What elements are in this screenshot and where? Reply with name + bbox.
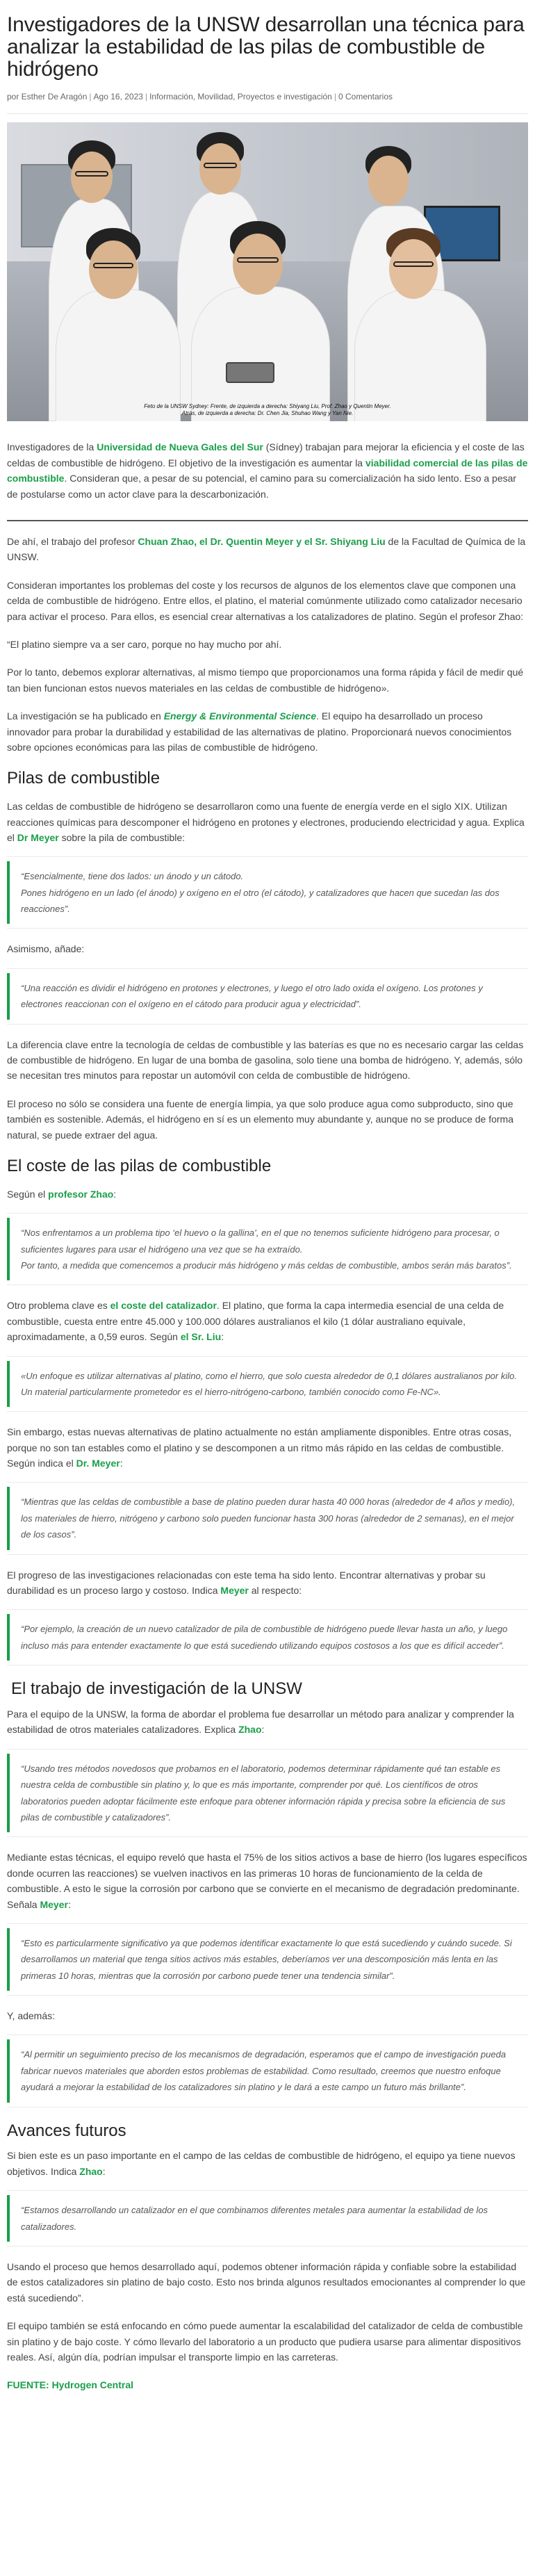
viabilidad-link[interactable]: viabilidad comercial de las pilas de combustible [7, 457, 528, 484]
zhao-link[interactable]: Zhao [238, 1724, 262, 1736]
meyer-link[interactable]: Dr Meyer [17, 831, 59, 843]
paragraph: La diferencia clave entre la tecnología de celdas de combustible y las baterías es que no es necesario cargar las celdas de combustible de hidrógeno. En lugar de una bomba de gasolina, solo tiene una bomba de hidrógeno. Y, además, sólo se necesitan tres minutos para repostar un automóvil con celda de combustible de hidrógeno. [7, 1038, 524, 1082]
post-date: Ago 16, 2023 [93, 92, 143, 102]
paragraph: Según el profesor Zhao: [7, 1188, 117, 1200]
meyer-link[interactable]: Dr. Meyer [76, 1458, 120, 1469]
source-line: FUENTE: Hydrogen Central [7, 2379, 134, 2391]
zhao-link[interactable]: profesor Zhao [48, 1188, 114, 1200]
section-heading-trabajo: El trabajo de investigación de la UNSW [11, 1679, 302, 1699]
paragraph: Usando el proceso que hemos desarrollado aquí, podemos obtener información rápida y confiable sobre la estabilidad de estos catalizadores sin platino de bajo costo. Esto nos brinda algunos resultados emocionantes al comprender lo que está sucediendo”. [7, 2261, 526, 2304]
meyer-link[interactable]: Meyer [220, 1585, 249, 1597]
quote-block: “Estamos desarrollando un catalizador en el que combinamos diferentes metales para aumentar la estabilidad de los catalizadores. [7, 2195, 528, 2242]
paragraph: Por lo tanto, debemos explorar alternativas, al mismo tiempo que proporcionamos una forma rápida y fácil de medir qué tan bien funcionan estos nuevos materiales en las celdas de combustible de hidrógeno». [7, 667, 524, 694]
researchers-link[interactable]: Chuan Zhao, el Dr. Quentin Meyer y el Sr. Shiyang Liu [138, 536, 386, 548]
author-link[interactable]: por Esther De Aragón [7, 92, 88, 102]
quote-block: “Esto es particularmente significativo ya que podemos identificar exactamente lo que está sucediendo y cuándo sucede. Si desarrollamos un material que tenga sitios activos más estables, deberíamos ver una descomposición más lenta en las primeras 10 horas, mientras que la corrosión por carbono puede tener una tendencia similar”. [7, 1928, 528, 1991]
paragraph: La investigación se ha publicado en Energy & Environmental Science. El equipo ha desarrollado un proceso innovador para probar la durabilidad y estabilidad de las alternativas de platino. Proporcionará nuevos conocimientos sobre opciones económicas para las pilas de combustible de hidrógeno. [7, 710, 512, 753]
zhao-link[interactable]: Zhao [79, 2165, 103, 2177]
comments-link[interactable]: 0 Comentarios [338, 92, 393, 102]
section-heading-coste: El coste de las pilas de combustible [7, 1156, 272, 1175]
journal-link[interactable]: Energy & Environmental Science [163, 710, 317, 722]
quote-block: «Un enfoque es utilizar alternativas al platino, como el hierro, que solo cuesta alrededor de 0,1 dólares australianos por kilo. Un material particularmente prometedor es el hierro-nitrógeno-carbono, también conocido como Fe-NC». [7, 1361, 528, 1408]
quote-block: “Nos enfrentamos a un problema tipo ‘el huevo o la gallina’, en el que no tenemos suficiente hidrógeno para procesar, o suficientes lugares para usar el hidrógeno una vez que se ha extraído. Por tanto, a medida que comencemos a producir más hidrógeno y más celdas de combustible, ambos serán más baratos”. [7, 1218, 528, 1280]
quote-block: “Por ejemplo, la creación de un nuevo catalizador de pila de combustible de hidrógeno puede llevar hasta un año, y luego incluso más para entender exactamente lo que está sucediendo utilizando equipos costosos a los que es difícil acceder”. [7, 1614, 528, 1661]
paragraph: Para el equipo de la UNSW, la forma de abordar el problema fue desarrollar un método para analizar y comprender la estabilidad de otros materiales catalizadores. Explica Zhao: [7, 1709, 514, 1736]
paragraph: De ahí, el trabajo del profesor Chuan Zhao, el Dr. Quentin Meyer y el Sr. Shiyang Liu de la Facultad de Química de la UNSW. [7, 536, 526, 563]
paragraph: Otro problema clave es el coste del catalizador. El platino, que forma la capa intermedia esencial de una celda de combustible, cuesta entre entre 45.000 y 100.000 dólares australianos el kilo (1 dólar australiano equivale, aproximadamente, a 0,59 euros. Según el Sr. Liu: [7, 1300, 504, 1343]
hero-photo [7, 122, 528, 421]
catalizador-link[interactable]: el coste del catalizador [110, 1300, 217, 1312]
quote-block: “Usando tres métodos novedosos que probamos en el laboratorio, podemos determinar rápidamente qué tan estable es nuestra celda de combustible sin platino y, lo que es más importante, comprender por qué. Los científicos de otros laboratorios pueden adoptar fácilmente este enfoque para obtener información rápida y precisa sobre la eficiencia de sus pilas de combustible y catalizadores”. [7, 1754, 528, 1833]
quote-block: “Esencialmente, tiene dos lados: un ánodo y un cátodo. Pones hidrógeno en un lado (el ánodo) y oxígeno en el otro (el cátodo), y catalizadores que hacen que sucedan las dos reacciones”. [7, 861, 528, 924]
section-heading-avances: Avances futuros [7, 2121, 126, 2140]
fuel-cell-sample [226, 362, 274, 383]
paragraph: Asimismo, añade: [7, 943, 85, 955]
unsw-link[interactable]: Universidad de Nueva Gales del Sur [97, 441, 263, 453]
liu-link[interactable]: el Sr. Liu [180, 1331, 222, 1343]
article-title: Investigadores de la UNSW desarrollan una técnica para analizar la estabilidad de las pilas de combustible de hidrógeno [7, 13, 525, 81]
source-link[interactable]: Hydrogen Central [51, 2379, 134, 2391]
intro-paragraph: Investigadores de la Universidad de Nueva Gales del Sur (Sídney) trabajan para mejorar la eficiencia y el coste de las celdas de combustible de hidrógeno. El objetivo de la investigación es aumentar la viabilidad comercial de las pilas de combustible. Consideran que, a pesar de su potencial, el camino para su comercialización ha sido lento. Eso a pesar de postularse como un actor clave para la descarbonización. [7, 441, 528, 500]
paragraph: Y, además: [7, 2010, 56, 2022]
article-meta: por Esther De Aragón | Ago 16, 2023 | Información, Movilidad, Proyectos e investigación | 0 Comentarios [7, 90, 528, 114]
paragraph: Mediante estas técnicas, el equipo reveló que hasta el 75% de los sitios activos a base de hierro (los lugares específicos donde ocurren las reacciones) se vuelven inactivos en las primeras 10 horas de funcionamiento de la celda de combustible. A esto le sigue la corrosión por carbono que se convierte en el mecanismo de degradación predominante. Señala Meyer: [7, 1852, 527, 1910]
quote-block: “Una reacción es dividir el hidrógeno en protones y electrones, y luego el otro lado oxida el oxígeno. Los protones y electrones reaccionan con el oxígeno en el cátodo para producir agua y electricidad”. [7, 973, 528, 1020]
meyer-link[interactable]: Meyer [40, 1898, 68, 1910]
paragraph: Consideran importantes los problemas del coste y los recursos de algunos de los elementos clave que componen una celda de combustible de hidrógeno. Entre ellos, el platino, el material comúnmente utilizado como catalizador necesario para activar el proceso. Para ellos, es esencial crear alternativas a los catalizadores de platino. Según el profesor Zhao: [7, 579, 524, 622]
paragraph: “El platino siempre va a ser caro, porque no hay mucho por ahí. [7, 638, 282, 650]
paragraph: El equipo también se está enfocando en cómo puede aumentar la escalabilidad del catalizador de celda de combustible sin platino y de bajo coste. Y cómo llevarlo del laboratorio a un producto que pudiera usarse para alimentar dispositivos reales. Así, algún día, podrían impulsar el transporte limpio en las carreteras. [7, 2320, 523, 2363]
paragraph: Si bien este es un paso importante en el campo de las celdas de combustible de hidrógeno, el equipo ya tiene nuevos objetivos. Indica Zhao: [7, 2150, 516, 2177]
category-links[interactable]: Información, Movilidad, Proyectos e investigación [149, 92, 332, 102]
paragraph: El progreso de las investigaciones relacionadas con este tema ha sido lento. Encontrar alternativas y probar su durabilidad es un proceso largo y costoso. Indica Meyer al respecto: [7, 1569, 486, 1597]
section-heading-pilas: Pilas de combustible [7, 769, 160, 788]
quote-block: “Al permitir un seguimiento preciso de los mecanismos de degradación, esperamos que el campo de investigación pueda fabricar nuevos materiales que aborden estos problemas de estabilidad. Como resultado, creemos que nuestro enfoque ayudará a mejorar la estabilidad de los catalizadores sin platino y le dará a este campo un futuro más brillante”. [7, 2039, 528, 2102]
quote-block: “Mientras que las celdas de combustible a base de platino pueden durar hasta 40 000 horas (alrededor de 4 años y medio), los materiales de hierro, nitrógeno y carbono solo pueden funcionar hasta 300 horas (alrededor de 2 semanas), en el mejor de los casos”. [7, 1487, 528, 1549]
paragraph: Las celdas de combustible de hidrógeno se desarrollaron como una fuente de energía verde en el siglo XIX. Utilizan reacciones químicas para descomponer el hidrógeno en protones y electrones, produciendo electricidad y agua. Explica el Dr Meyer sobre la pila de combustible: [7, 801, 525, 843]
divider [7, 520, 528, 521]
photo-caption: Feto de la UNSW Sydney: Frente, de izquierda a derecha: Shiyang Liu, Prof. Zhao y Quentin Meyer. Atrás, de izquierda a derecha: Dr. Chen Jia, Shuhao Wang y Yan Nie. [144, 403, 391, 417]
paragraph: El proceso no sólo se considera una fuente de energía limpia, ya que solo produce agua como subproducto, sino que también es sostenible. Además, el hidrógeno en sí es un elemento muy abundante y, aunque no se produce de forma natural, se puede extraer del agua. [7, 1098, 513, 1141]
paragraph: Sin embargo, estas nuevas alternativas de platino actualmente no están ampliamente disponibles. Entre otras cosas, porque no son tan estables como el platino y se descomponen a un ritmo más rápido en las celdas de combustible. Según indica el Dr. Meyer: [7, 1426, 512, 1469]
